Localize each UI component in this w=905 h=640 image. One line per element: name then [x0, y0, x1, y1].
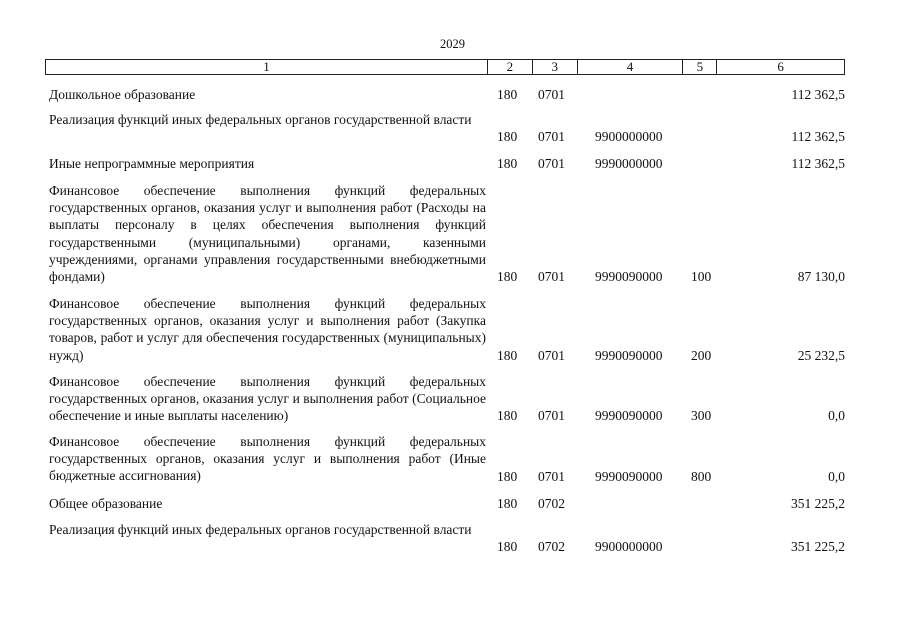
row-code-ministry: 180 [497, 407, 518, 423]
row-code-target: 9900000000 [595, 538, 663, 554]
row-code-target: 9900000000 [595, 128, 663, 144]
row-code-section: 0702 [538, 538, 565, 554]
header-col-2: 2 [488, 60, 533, 74]
table-row [49, 495, 845, 512]
row-code-section: 0701 [538, 155, 565, 171]
row-code-section: 0701 [538, 128, 565, 144]
row-amount: 0,0 [828, 407, 845, 423]
row-code-target: 9990090000 [595, 468, 663, 484]
row-code-ministry: 180 [497, 347, 518, 363]
row-code-section: 0701 [538, 407, 565, 423]
row-code-target: 9990090000 [595, 268, 663, 284]
row-code-expense-type: 300 [691, 407, 712, 423]
table-row [49, 111, 845, 145]
row-description: Реализация функций иных федеральных органов государственной власти [49, 522, 472, 537]
row-description: Финансовое обеспечение выполнения функций федеральных государственных органов, оказания услуг и выполнения работ (Иные бюджетные ассигнования) [49, 434, 486, 484]
row-code-target: 9990090000 [595, 407, 663, 423]
row-code-target: 9990090000 [595, 347, 663, 363]
table-row [49, 86, 845, 103]
row-code-section: 0701 [538, 468, 565, 484]
row-code-section: 0701 [538, 268, 565, 284]
row-code-ministry: 180 [497, 268, 518, 284]
row-code-target: 9990000000 [595, 155, 663, 171]
row-description: Иные непрограммные мероприятия [49, 156, 255, 171]
row-amount: 112 362,5 [791, 128, 845, 144]
table-row [49, 155, 845, 172]
table-row [49, 521, 845, 555]
row-code-ministry: 180 [497, 495, 518, 511]
row-code-section: 0702 [538, 495, 565, 511]
row-code-ministry: 180 [497, 86, 518, 102]
header-col-4: 4 [578, 60, 684, 74]
row-amount: 351 225,2 [791, 538, 845, 554]
header-col-3: 3 [533, 60, 578, 74]
row-description: Финансовое обеспечение выполнения функций федеральных государственных органов, оказания услуг и выполнения работ (Закупка товаров, работ и услуг для обеспечения государственных (муниципальных) нужд) [49, 296, 486, 363]
row-code-ministry: 180 [497, 155, 518, 171]
header-col-1: 1 [46, 60, 488, 74]
header-col-6: 6 [777, 59, 784, 74]
row-description: Финансовое обеспечение выполнения функций федеральных государственных органов, оказания услуг и выполнения работ (Расходы на выплаты персоналу в целях обеспечения выполнения функций государственными (муниципальными) органами, казенными учреждениями, органами управления государственными внебюджетными фондами) [49, 183, 486, 285]
row-amount: 112 362,5 [791, 86, 845, 102]
row-code-ministry: 180 [497, 468, 518, 484]
row-code-section: 0701 [538, 86, 565, 102]
row-amount: 112 362,5 [791, 155, 845, 171]
table-row [49, 295, 845, 364]
row-code-section: 0701 [538, 347, 565, 363]
row-code-ministry: 180 [497, 538, 518, 554]
row-description: Общее образование [49, 496, 163, 511]
row-code-expense-type: 800 [691, 468, 712, 484]
table-header [45, 59, 845, 75]
header-col-5: 5 [683, 60, 717, 74]
page-number: 2029 [440, 37, 465, 51]
row-amount: 25 232,5 [797, 347, 845, 363]
row-description: Финансовое обеспечение выполнения функций федеральных государственных органов, оказания услуг и выполнения работ (Социальное обеспечение и иные выплаты населению) [49, 374, 486, 424]
table-row [49, 373, 845, 424]
row-code-expense-type: 100 [691, 268, 712, 284]
row-code-ministry: 180 [497, 128, 518, 144]
row-amount: 87 130,0 [797, 268, 845, 284]
table-row [49, 433, 845, 485]
table-row [49, 182, 845, 285]
row-description: Реализация функций иных федеральных органов государственной власти [49, 112, 472, 127]
row-code-expense-type: 200 [691, 347, 712, 363]
row-amount: 351 225,2 [791, 495, 845, 511]
row-description: Дошкольное образование [49, 87, 196, 102]
row-amount: 0,0 [828, 468, 845, 484]
